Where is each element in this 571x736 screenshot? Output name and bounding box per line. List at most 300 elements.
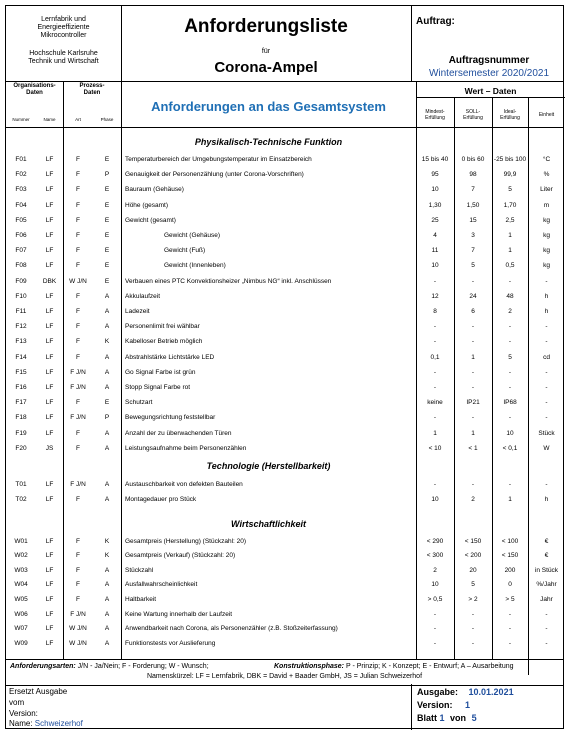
org-line: Technik und Wirtschaft — [28, 58, 99, 65]
cell-unit: cd — [543, 353, 550, 361]
section-title: Wirtschaftlichkeit — [231, 519, 306, 529]
cell-min: < 290 — [426, 537, 444, 545]
cell-unit: kg — [543, 247, 550, 255]
table-row — [6, 636, 563, 651]
ausgabe-label: Ausgabe: — [417, 687, 459, 697]
cell-name: LF — [45, 625, 54, 633]
cell-phase: A — [104, 292, 110, 300]
cell-phase: A — [104, 566, 110, 574]
blatt-value: 1 — [439, 713, 445, 723]
cell-ideal: - — [508, 414, 512, 422]
cell-name: LF — [45, 308, 54, 315]
cell-unit: - — [545, 368, 548, 376]
org-line: Lernfabrik und — [41, 16, 86, 23]
table-row — [6, 534, 563, 549]
cell-min: 4 — [433, 232, 437, 239]
cell-phase: A — [104, 353, 110, 361]
cell-requirement: Go Signal Farbe ist grün — [125, 368, 196, 376]
cell-nr: F17 — [15, 399, 27, 407]
footer-ersetzt: Ersetzt Ausgabe — [9, 687, 68, 696]
cell-nr: F20 — [15, 444, 27, 452]
cell-name: LF — [45, 414, 54, 422]
cell-requirement: Gesamtpreis (Herstellung) (Stückzahl: 20) — [125, 537, 247, 545]
cell-unit: in Stück — [534, 566, 559, 574]
cell-phase: A — [104, 495, 110, 503]
cell-art: F — [76, 247, 80, 255]
version-label: Version: — [417, 700, 453, 710]
cell-requirement: Temperaturbereich der Umgebungstemperatur im Einsatzbereich — [125, 156, 312, 163]
cell-art: F — [76, 429, 80, 437]
table-row — [6, 213, 563, 228]
cell-ideal: - — [508, 368, 512, 376]
cell-name: LF — [45, 323, 54, 331]
requirements-heading: Anforderungen an das Gesamtsystem — [151, 99, 386, 114]
cell-unit: h — [544, 292, 549, 300]
table-row — [6, 304, 563, 319]
cell-phase: E — [104, 186, 110, 194]
footer-name-label: Name: — [9, 719, 33, 728]
cell-nr: W04 — [14, 581, 28, 589]
cell-requirement: Keine Wartung innerhalb der Laufzeit — [125, 610, 233, 618]
cell-ideal: 200 — [504, 566, 516, 574]
footer-right — [411, 684, 566, 730]
cell-requirement: Stopp Signal Farbe rot — [125, 384, 191, 391]
requirements-sheet — [5, 5, 564, 729]
cell-unit: - — [545, 639, 548, 647]
cell-ideal: - — [508, 384, 512, 391]
cell-soll: 98 — [469, 171, 477, 179]
footer-name-value: Schweizerhof — [34, 719, 83, 728]
cell-unit: - — [545, 323, 548, 331]
cell-name: LF — [45, 639, 54, 647]
document-title: Anforderungsliste — [184, 16, 348, 37]
table-row — [6, 492, 563, 507]
cell-phase: E — [104, 201, 110, 209]
table-row — [6, 548, 563, 563]
cell-requirement: Anwendbarkeit nach Corona, als Personenzähler (z.B. Stoßzeiterfassung) — [125, 625, 338, 633]
cell-requirement: Anzahl der zu überwachenden Türen — [125, 429, 232, 437]
cell-phase: E — [104, 216, 110, 224]
section-title: Technologie (Herstellbarkeit) — [206, 461, 331, 471]
cell-requirement: Montagedauer pro Stück — [125, 495, 197, 503]
cell-name: LF — [45, 201, 54, 209]
cell-soll: 1 — [471, 429, 475, 437]
cell-name: LF — [45, 232, 54, 239]
cell-nr: F16 — [15, 384, 27, 391]
cell-ideal: 5 — [508, 186, 512, 194]
cell-requirement: Verbauen eines PTC Konvektionsheizer „Nimbus NG“ inkl. Anschlüssen — [125, 277, 332, 285]
cell-requirement: Stückzahl — [125, 566, 154, 574]
cell-soll: - — [471, 414, 475, 422]
cell-phase: E — [104, 277, 110, 285]
legend-arten-label: Anforderungsarten: — [10, 663, 76, 670]
cell-ideal: IP68 — [503, 399, 517, 407]
table-row — [6, 228, 563, 243]
org-line: Energieeffiziente — [37, 24, 90, 31]
cell-soll: 3 — [471, 232, 475, 239]
cell-phase: E — [104, 247, 110, 255]
cell-unit: kg — [543, 262, 550, 270]
von-label: von — [450, 713, 467, 723]
semester: Wintersemester 2020/2021 — [428, 68, 550, 79]
table-row — [6, 258, 563, 273]
cell-art: F — [76, 595, 80, 603]
order-number-label: Auftragsnummer — [448, 55, 530, 66]
cell-art: F J/N — [70, 368, 86, 376]
cell-phase: P — [104, 171, 110, 179]
title-for: für — [261, 48, 271, 55]
org-data-group: Organisations- Daten — [13, 83, 56, 96]
cell-art: F J/N — [70, 480, 86, 488]
cell-requirement: Austauschbarkeit von defekten Bauteilen — [125, 480, 243, 488]
cell-unit: - — [545, 277, 548, 285]
cell-requirement: Personenlimit frei wählbar — [125, 323, 200, 331]
cell-min: 1 — [433, 429, 437, 437]
cell-ideal: < 100 — [501, 537, 519, 545]
cell-name: LF — [45, 537, 54, 545]
cell-unit: - — [545, 384, 548, 391]
cell-art: F — [76, 292, 80, 300]
cell-nr: F15 — [15, 368, 27, 376]
cell-nr: F11 — [15, 308, 27, 315]
legend-names: Namenskürzel: LF = Lernfabrik, DBK = David + Baader GmbH, JS = Julian Schweizerhof — [146, 673, 423, 680]
cell-phase: A — [104, 429, 110, 437]
cell-ideal: 99,9 — [503, 171, 517, 179]
cell-unit: °C — [542, 156, 551, 163]
cell-phase: A — [104, 595, 110, 603]
cell-phase: E — [104, 262, 110, 270]
cell-nr: F09 — [15, 277, 27, 285]
cell-phase: A — [104, 308, 110, 315]
cell-soll: - — [471, 625, 475, 633]
cell-ideal: 1 — [508, 232, 512, 239]
cell-soll: - — [471, 639, 475, 647]
cell-min: - — [433, 639, 437, 647]
table-row — [6, 563, 563, 578]
cell-min: - — [433, 368, 437, 376]
cell-art: F — [76, 552, 80, 560]
version-value: 1 — [465, 700, 471, 710]
cell-soll: - — [471, 277, 475, 285]
cell-unit: kg — [543, 232, 550, 239]
cell-unit: %/Jahr — [536, 581, 557, 589]
cell-min: - — [433, 277, 437, 285]
cell-min: 95 — [431, 171, 439, 179]
cell-soll: - — [471, 480, 475, 488]
cell-unit: Jahr — [540, 595, 553, 603]
cell-art: F — [76, 216, 80, 224]
cell-nr: F01 — [15, 156, 27, 163]
cell-name: LF — [45, 610, 54, 618]
cell-requirement: Genauigkeit der Personenzählung (unter Corona-Vorschriften) — [125, 171, 304, 179]
cell-soll: - — [471, 338, 475, 346]
cell-unit: h — [544, 308, 549, 315]
cell-requirement: Abstrahlstärke Lichtstärke LED — [125, 353, 215, 361]
cell-phase: A — [104, 323, 110, 331]
cell-nr: W05 — [14, 595, 28, 603]
von-value: 5 — [471, 713, 477, 723]
cell-min: 10 — [431, 495, 439, 503]
table-row — [6, 198, 563, 213]
cell-phase: E — [104, 399, 110, 407]
document-header — [6, 6, 563, 82]
cell-ideal: > 5 — [505, 595, 515, 603]
col-phase: Phase — [100, 117, 114, 122]
cell-soll: 2 — [471, 495, 475, 503]
cell-unit: - — [545, 399, 548, 407]
footer — [6, 684, 563, 730]
table-row — [6, 243, 563, 258]
table-row — [6, 334, 563, 349]
cell-min: - — [433, 480, 437, 488]
legend-arten: J/N - Ja/Nein; F - Forderung; W - Wunsch; — [75, 663, 209, 670]
table-row — [6, 289, 563, 304]
cell-name: LF — [45, 429, 54, 437]
cell-ideal: - — [508, 323, 512, 331]
cell-unit: W — [543, 444, 550, 452]
table-row — [6, 621, 563, 636]
cell-soll: 5 — [471, 262, 475, 270]
cell-art: F — [76, 566, 80, 574]
cell-unit: kg — [543, 216, 550, 224]
cell-name: LF — [45, 216, 54, 224]
cell-art: F — [76, 186, 80, 194]
legend — [6, 659, 563, 686]
cell-art: F — [76, 171, 80, 179]
cell-ideal: 1,70 — [503, 201, 517, 209]
cell-unit: € — [544, 537, 549, 545]
cell-unit: - — [545, 610, 548, 618]
cell-nr: F06 — [15, 232, 27, 239]
cell-nr: T02 — [15, 495, 27, 503]
cell-min: 1,30 — [428, 201, 442, 209]
cell-nr: W06 — [14, 610, 28, 618]
cell-min: 10 — [431, 581, 439, 589]
cell-min: < 300 — [426, 552, 444, 560]
cell-nr: F04 — [15, 201, 27, 209]
cell-art: F J/N — [70, 414, 86, 422]
cell-art: F — [76, 353, 80, 361]
cell-phase: A — [104, 610, 110, 618]
cell-nr: F08 — [15, 262, 27, 270]
cell-art: F — [76, 156, 80, 163]
section-title: Physikalisch-Technische Funktion — [194, 137, 343, 147]
cell-phase: E — [104, 156, 110, 163]
cell-name: LF — [45, 353, 54, 361]
cell-requirement: Höhe (gesamt) — [125, 201, 168, 209]
cell-min: - — [433, 323, 437, 331]
cell-requirement: Gewicht (Gehäuse) — [164, 232, 220, 239]
cell-art: F — [76, 323, 80, 331]
col-name: Name — [43, 117, 56, 122]
cell-ideal: - — [508, 625, 512, 633]
cell-phase: A — [104, 384, 110, 391]
cell-min: - — [433, 625, 437, 633]
cell-ideal: 1 — [508, 247, 512, 255]
order-block — [411, 6, 566, 81]
footer-version: Version: — [9, 709, 38, 718]
cell-requirement: Gewicht (Fuß) — [164, 247, 206, 255]
cell-phase: K — [104, 552, 110, 560]
cell-name: LF — [45, 595, 54, 603]
table-row — [6, 365, 563, 380]
cell-unit: h — [544, 495, 549, 503]
order-label: Auftrag: — [416, 16, 455, 27]
cell-soll: < 150 — [464, 537, 482, 545]
cell-name: LF — [45, 480, 54, 488]
cell-nr: F12 — [15, 323, 27, 331]
cell-nr: F03 — [15, 186, 27, 194]
cell-min: - — [433, 338, 437, 346]
cell-nr: F14 — [15, 353, 27, 361]
col-unit: Einheit — [538, 112, 555, 118]
cell-name: LF — [45, 338, 54, 346]
cell-name: LF — [45, 581, 54, 589]
cell-nr: W01 — [14, 537, 28, 545]
cell-art: F — [76, 308, 80, 315]
cell-ideal: 10 — [506, 429, 514, 437]
cell-name: LF — [45, 495, 54, 503]
document-subtitle: Corona-Ampel — [214, 59, 318, 76]
table-row — [6, 577, 563, 592]
cell-nr: F10 — [15, 292, 27, 300]
legend-phase: P - Prinzip; K - Konzept; E - Entwurf; A – Ausarbeitung — [344, 663, 514, 670]
cell-unit: - — [545, 625, 548, 633]
cell-phase: K — [104, 537, 110, 545]
cell-art: W J/N — [69, 625, 87, 633]
cell-soll: 24 — [469, 292, 477, 300]
table-row — [6, 477, 563, 492]
table-row — [6, 319, 563, 334]
cell-unit: m — [543, 201, 550, 209]
cell-art: F — [76, 399, 80, 407]
cell-art: F — [76, 444, 80, 452]
cell-name: LF — [45, 247, 54, 255]
cell-soll: 1 — [471, 353, 475, 361]
col-nummer: Nummer — [12, 117, 30, 122]
cell-name: LF — [45, 171, 54, 179]
cell-name: LF — [45, 566, 54, 574]
cell-soll: IP21 — [466, 399, 480, 407]
organization-block — [6, 6, 122, 81]
cell-unit: - — [545, 480, 548, 488]
col-soll: SOLL- Erfüllung — [463, 109, 483, 121]
cell-unit: % — [543, 171, 550, 179]
cell-requirement: Schutzart — [125, 399, 153, 407]
cell-ideal: - — [508, 338, 512, 346]
cell-requirement: Ausfallwahrscheinlichkeit — [125, 581, 198, 589]
cell-ideal: 5 — [508, 353, 512, 361]
cell-min: 15 bis 40 — [421, 156, 449, 163]
cell-min: 10 — [431, 262, 439, 270]
cell-nr: W09 — [14, 639, 28, 647]
cell-phase: A — [104, 368, 110, 376]
table-row — [6, 274, 563, 289]
ausgabe-value: 10.01.2021 — [468, 687, 514, 697]
org-line: Hochschule Karlsruhe — [29, 50, 98, 57]
cell-art: F — [76, 581, 80, 589]
cell-art: W J/N — [69, 639, 87, 647]
table-row — [6, 182, 563, 197]
cell-unit: - — [545, 338, 548, 346]
table-row — [6, 592, 563, 607]
cell-min: < 10 — [428, 444, 442, 452]
cell-min: 2 — [433, 566, 437, 574]
cell-phase: A — [104, 625, 110, 633]
cell-ideal: < 150 — [501, 552, 519, 560]
blatt-label: Blatt — [417, 713, 437, 723]
cell-soll: < 200 — [464, 552, 482, 560]
cell-requirement: Kabelloser Betrieb möglich — [125, 338, 203, 346]
cell-min: 11 — [431, 247, 439, 255]
cell-name: DBK — [42, 277, 57, 285]
cell-unit: Stück — [538, 429, 555, 437]
title-block — [121, 6, 411, 81]
cell-phase: A — [104, 444, 110, 452]
cell-soll: 15 — [469, 216, 477, 224]
cell-name: LF — [45, 552, 54, 560]
cell-requirement: Haltbarkeit — [125, 595, 157, 603]
cell-name: LF — [45, 156, 54, 163]
footer-vom: vom — [9, 698, 25, 707]
cell-nr: F02 — [15, 171, 27, 179]
cell-ideal: - — [508, 610, 512, 618]
cell-min: > 0,5 — [427, 595, 443, 603]
cell-requirement: Ladezeit — [125, 308, 150, 315]
table-row — [6, 607, 563, 622]
cell-phase: A — [104, 480, 110, 488]
cell-art: F — [76, 201, 80, 209]
cell-phase: A — [104, 639, 110, 647]
cell-art: F — [76, 338, 80, 346]
cell-soll: 6 — [471, 308, 475, 315]
value-divider — [416, 97, 565, 98]
cell-requirement: Gewicht (gesamt) — [125, 216, 176, 224]
table-row — [6, 167, 563, 182]
cell-min: 25 — [431, 216, 439, 224]
cell-ideal: - — [508, 639, 512, 647]
cell-soll: 0 bis 60 — [461, 156, 485, 163]
table-row — [6, 152, 563, 167]
cell-nr: F05 — [15, 216, 27, 224]
cell-soll: 20 — [469, 566, 477, 574]
cell-soll: 7 — [471, 247, 475, 255]
cell-requirement: Gesamtpreis (Verkauf) (Stückzahl: 20) — [125, 552, 236, 560]
cell-ideal: 1 — [508, 495, 512, 503]
cell-art: F — [76, 495, 80, 503]
cell-nr: F19 — [15, 429, 27, 437]
cell-soll: - — [471, 368, 475, 376]
org-line: Mikrocontroller — [40, 32, 87, 39]
cell-min: 8 — [433, 308, 437, 315]
table-row — [6, 350, 563, 365]
cell-name: LF — [45, 368, 54, 376]
cell-name: LF — [45, 384, 54, 391]
cell-min: - — [433, 610, 437, 618]
cell-requirement: Bewegungsrichtung feststellbar — [125, 414, 216, 422]
cell-soll: - — [471, 384, 475, 391]
col-art: Art — [75, 117, 81, 122]
cell-nr: F18 — [15, 414, 27, 422]
table-row — [6, 410, 563, 425]
cell-ideal: 2 — [508, 308, 512, 315]
cell-min: keine — [427, 399, 443, 407]
cell-requirement: Gewicht (Innenleben) — [164, 262, 226, 270]
cell-min: 10 — [431, 186, 439, 194]
cell-requirement: Funktionstests vor Auslieferung — [125, 639, 216, 647]
cell-unit: - — [545, 414, 548, 422]
col-ideal: Ideal- Erfüllung — [500, 109, 520, 121]
